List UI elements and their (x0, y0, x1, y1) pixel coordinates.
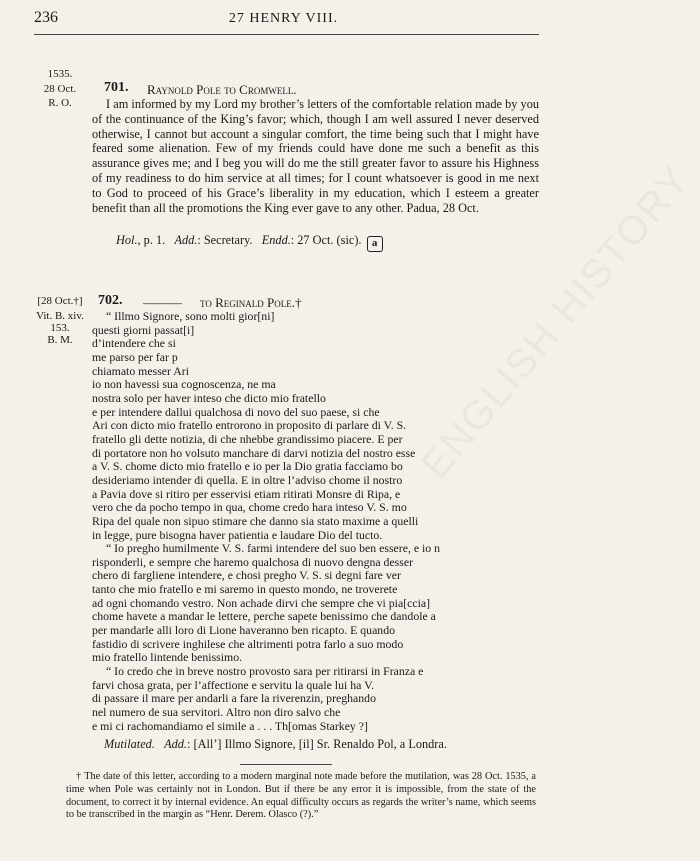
letter-line: di passare il mare per andarli a fare la riverenzin, preghando (92, 691, 376, 706)
letter-line: farvi chosa grata, per l’affectione e servitu la quale lui ha V. (92, 677, 375, 692)
entry-701-paragraph: I am informed by my Lord my brother’s letters of the comfortable relation made by you of the continuance of the King’s favor; which, though I am well assured I never deserved otherwise, I cannot but account a singular comfort, the time being such that I might have feared some alienation. Few of my friends could have done me such a benefit as this assurance gives me; and I beg you will do me the still greater favor to assure his Highness of my readiness to do him service at all times; for I count whatsoever is good in me next to God to proceed of his Grace’s liberality in my education, which I esteem a greater benefit than all the promotions the King ever gave to any other. Padua, 28 Oct. (92, 97, 539, 215)
letter-line: “ Illmo Signore, sono molti gior[ni] (106, 309, 275, 323)
entry-701-date: 28 Oct. (43, 83, 77, 95)
letter-line: fratello gli dette notizia, di che nhebbe grandissimo piacere. E per (92, 431, 403, 446)
letter-line: chome havete a mandar le lettere, perche sapete benissimo che dandole a (92, 609, 436, 624)
meta-add-label: Add. (174, 233, 198, 247)
entry-702-meta (104, 737, 447, 752)
letter-line: risponderli, e sempre che haremo qualchosa di nuovo dengna desser (92, 554, 414, 569)
annotation-badge: a (367, 236, 383, 252)
letter-line: e mi ci rachomandiamo el simile a . . . Th[omas Starkey ?] (92, 718, 368, 733)
letter-line: chero di fargliene intendere, e chosi pregho V. S. si degni fare ver (92, 568, 401, 583)
meta-add-value: : Secretary. (197, 233, 253, 247)
letter-line: in legge, pure bisogna haver patientia e laudare Dio del tucto. (92, 527, 383, 542)
running-head: 27 HENRY VIII. (228, 11, 339, 26)
meta-mutilated: Mutilated. (104, 737, 155, 751)
meta-endd-value: : 27 Oct. (sic). (290, 233, 362, 247)
entry-701-body (92, 97, 539, 215)
letter-line: “ Io pregho humilmente V. S. farmi intendere del suo ben essere, e io n (106, 541, 441, 556)
letter-line: fastidio di scrivere inghilese che altrimenti potra farlo a suo modo (92, 636, 404, 651)
entry-701-meta (116, 233, 383, 252)
letter-line: d’intendere che si (92, 336, 176, 351)
letter-line: “ Io credo che in breve nostro provosto sara per ritirarsi in Franza e (106, 664, 424, 679)
footnote (66, 771, 536, 822)
entry-701-number: 701. (104, 80, 129, 95)
letter-line: e per intendere dallui qualchosa di novo del suo paese, si che (92, 404, 380, 419)
entry-701-year: 1535. (47, 68, 73, 80)
letter-line: chiamato messer Ari (92, 363, 189, 378)
meta-add-value: : [All’] Illmo Signore, [il] Sr. Renaldo Pol, a Londra. (187, 737, 447, 751)
letter-line: di portatore non ho volsuto manchare di darvi notizia del nostro esse (92, 445, 416, 460)
letter-line: a Pavia dove si ritiro per esservisi etiam ritirati Monsre di Ripa, e (92, 486, 401, 501)
letter-line: per mandarle alli loro di Lione haveranno ben ricapto. E quando (92, 623, 396, 638)
footnote-rule (240, 764, 332, 765)
letter-line: io non havessi sua cognoscenza, ne ma (92, 377, 276, 392)
entry-702-dash: ——— (143, 295, 182, 310)
entry-701-source: R. O. (48, 97, 72, 109)
entry-702-number: 702. (98, 293, 123, 308)
entry-702-title: to Reginald Pole.† (200, 295, 302, 310)
letter-line: ad ogni chomando vestro. Non achade dirvi che sempre che vi pia[ccia] (92, 595, 431, 610)
letter-line: mio fratello lintende benissimo. (92, 650, 243, 665)
entry-702-date: [28 Oct.†] (37, 295, 83, 307)
letter-line: vero che da pocho tempo in qua, chome credo hara inteso V. S. mo (92, 500, 407, 515)
meta-hol: Hol. (116, 233, 138, 247)
letter-line: Ari con dicto mio fratello entrorono in proposito di parlare di V. S. (92, 418, 407, 433)
entry-702-body (92, 310, 539, 733)
letter-line: questi giorni passat[i] (92, 322, 195, 337)
meta-pages: , p. 1. (137, 233, 166, 247)
page-number: 236 (34, 9, 58, 26)
letter-line: tanto che mio fratello e mi saremo in questo mondo, ne troverete (92, 582, 398, 597)
meta-endd-label: Endd. (261, 233, 291, 247)
letter-line: desideriamo intender di quella. E in oltre l’adviso chome il nostro (92, 472, 403, 487)
letter-line: me parso per far p (92, 349, 178, 364)
letter-line: Ripa del quale non sipuo stimare che danno sia stato maxime a quelli (92, 513, 419, 528)
letter-line: nostra solo per haver inteso che dicto mio fratello (92, 390, 326, 405)
entry-702-source-3: B. M. (47, 334, 73, 346)
entry-702-source-2: 153. (50, 322, 70, 334)
entry-702-source-1: Vit. B. xiv. (36, 310, 84, 322)
watermark: ENGLISH HISTORY (412, 157, 700, 487)
letter-line: nel numero de sua servitori. Altro non diro salvo che (92, 705, 341, 720)
meta-add-label: Add. (164, 737, 188, 751)
header-rule (34, 34, 539, 35)
entry-701-title: Raynold Pole to Cromwell. (147, 82, 297, 97)
footnote-text: † The date of this letter, according to a modern marginal note made before the mutilation, was 28 Oct. 1535, a time when Pole was certainly not in London. But if there be any error it is impossible, from the state of the document, to correct it by internal evidence. An equal difficulty occurs as regards the writer’s name, which seems to be transcribed in the margin as “Henr. Derem. Olasco (?).” (66, 771, 536, 821)
letter-line: a V. S. chome dicto mio fratello e io per la Dio gratia facciamo bo (92, 459, 403, 474)
